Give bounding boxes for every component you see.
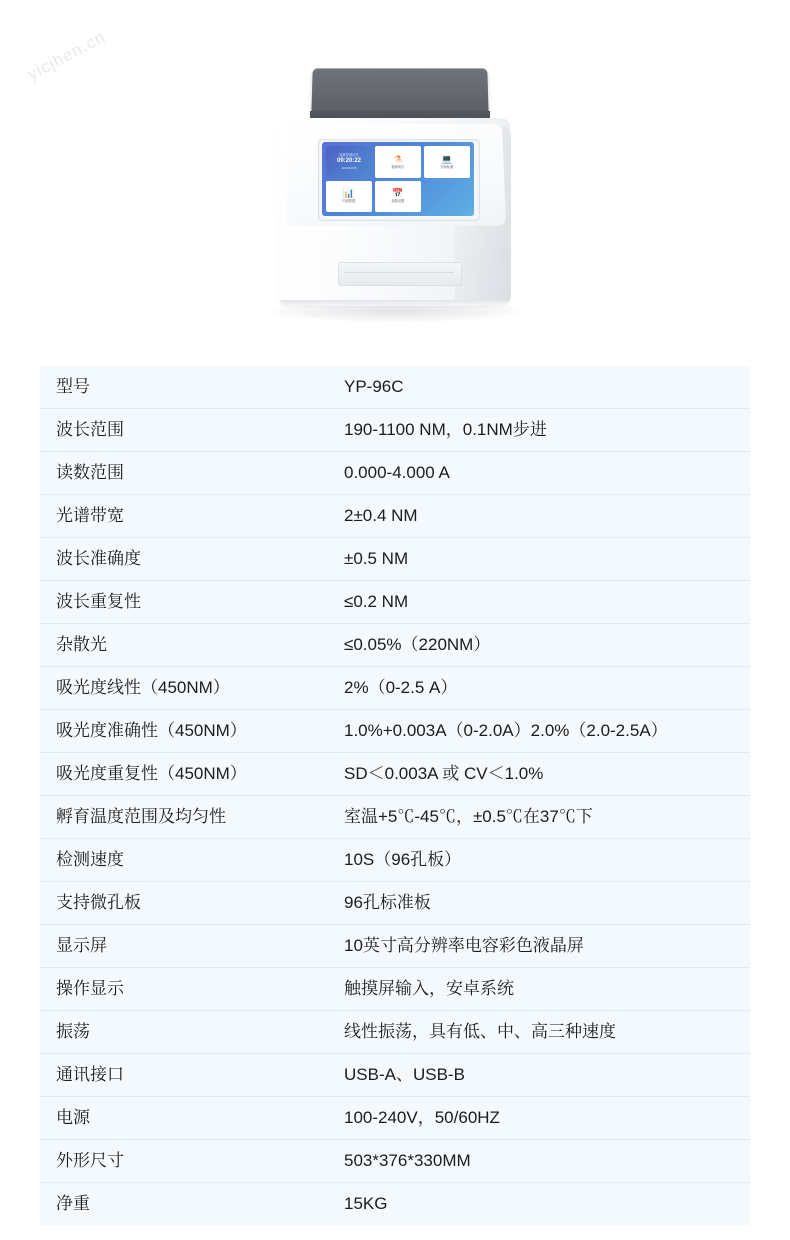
- sample-tray-seam: [344, 272, 454, 273]
- instrument-lid: [311, 68, 488, 116]
- table-row: [40, 409, 750, 452]
- table-row: [40, 1011, 750, 1054]
- table-row: [40, 796, 750, 839]
- table-row: [40, 1097, 750, 1140]
- screen-tile-label: 内部数据: [342, 199, 356, 204]
- spec-value: SD＜0.003A 或 CV＜1.0%: [344, 764, 544, 783]
- screen-tile-label: 参数设置: [391, 199, 405, 204]
- table-row: [40, 581, 750, 624]
- spec-value: YP-96C: [344, 377, 404, 396]
- screen-menu-grid: [326, 146, 470, 212]
- spec-key: 检测速度: [56, 850, 124, 869]
- spec-value: 2±0.4 NM: [344, 506, 418, 525]
- spec-value: 100-240V，50/60HZ: [344, 1108, 500, 1127]
- table-row: [40, 1054, 750, 1097]
- screen-tile-status-clock: [326, 146, 372, 178]
- spec-key: 支持微孔板: [56, 893, 141, 912]
- spec-key: 读数范围: [56, 463, 124, 482]
- table-row: [40, 968, 750, 1011]
- table-row: [40, 1183, 750, 1226]
- spec-key: 波长范围: [56, 420, 124, 439]
- spec-key: 电源: [56, 1108, 90, 1127]
- specification-table: [40, 366, 750, 1225]
- spec-value: USB-A、USB-B: [344, 1065, 465, 1084]
- spec-value: 线性振荡，具有低、中、高三种速度: [344, 1022, 616, 1041]
- spec-value: ≤0.2 NM: [344, 592, 409, 611]
- table-row: [40, 538, 750, 581]
- spec-key: 吸光度重复性（450NM）: [56, 764, 247, 783]
- instrument-touchscreen: [322, 142, 474, 216]
- spec-value: 室温+5℃-45℃，±0.5℃在37℃下: [344, 807, 593, 826]
- spec-value: 10S（96孔板）: [344, 850, 462, 869]
- spec-key: 杂散光: [56, 635, 107, 654]
- screen-tile-label: 开始检测: [440, 164, 454, 169]
- table-row: [40, 753, 750, 796]
- screen-tile-label: 检测项目: [391, 164, 405, 169]
- table-row: [40, 624, 750, 667]
- table-row: [40, 1140, 750, 1183]
- spec-key: 外形尺寸: [56, 1151, 124, 1170]
- clock-title: 温度控制状态: [339, 153, 359, 158]
- screen-tile-internal-data: [326, 181, 372, 213]
- spec-key: 通讯接口: [56, 1065, 124, 1084]
- spec-key: 波长重复性: [56, 592, 141, 611]
- table-row: [40, 667, 750, 710]
- spec-value: 2%（0-2.5 A）: [344, 678, 458, 697]
- flask-icon: ⚗: [393, 153, 403, 164]
- spec-key: 孵育温度范围及均匀性: [56, 807, 226, 826]
- screen-tile-start-test: [424, 146, 470, 178]
- spec-key: 显示屏: [56, 936, 107, 955]
- spec-value: 触摸屏输入，安卓系统: [344, 979, 514, 998]
- spec-value: ±0.5 NM: [344, 549, 409, 568]
- spec-value: 10英寸高分辨率电容彩色液晶屏: [344, 936, 584, 955]
- spec-key: 吸光度线性（450NM）: [56, 678, 230, 697]
- specification-table-body: [40, 366, 750, 1225]
- calendar-icon: 📅: [392, 188, 404, 199]
- spec-key: 型号: [56, 377, 90, 396]
- screen-tile-parameter-settings: [375, 181, 421, 213]
- product-photo: [0, 0, 790, 352]
- clock-time: 09:20:22: [336, 158, 362, 165]
- spec-key: 光谱带宽: [56, 506, 124, 525]
- spec-key: 净重: [56, 1194, 90, 1213]
- watermark-top-left: yicjhen.cn: [24, 27, 109, 85]
- spec-value: 1.0%+0.003A（0-2.0A）2.0%（2.0-2.5A）: [344, 721, 668, 740]
- table-row: [40, 452, 750, 495]
- chart-icon: 📊: [343, 188, 355, 199]
- monitor-icon: 💻: [441, 153, 453, 164]
- sample-tray-slot: [338, 262, 462, 286]
- table-row: [40, 925, 750, 968]
- spec-value: 503*376*330MM: [344, 1151, 471, 1170]
- spec-value: 15KG: [344, 1194, 388, 1213]
- table-row: [40, 495, 750, 538]
- spec-key: 操作显示: [56, 979, 124, 998]
- table-row: [40, 882, 750, 925]
- spec-key: 波长准确度: [56, 549, 141, 568]
- spec-value: 190-1100 NM，0.1NM步进: [344, 420, 547, 439]
- spec-key: 振荡: [56, 1022, 90, 1041]
- screen-tile-test-items: [375, 146, 421, 178]
- spec-key: 吸光度准确性（450NM）: [56, 721, 247, 740]
- clock-date: 2021/10/06: [341, 166, 357, 171]
- spec-value: 96孔标准板: [344, 893, 431, 912]
- instrument-base: [280, 300, 508, 306]
- spec-value: 0.000-4.000 A: [344, 463, 450, 482]
- table-row: [40, 710, 750, 753]
- table-row: [40, 839, 750, 882]
- table-row: [40, 366, 750, 409]
- spec-value: ≤0.05%（220NM）: [344, 635, 491, 654]
